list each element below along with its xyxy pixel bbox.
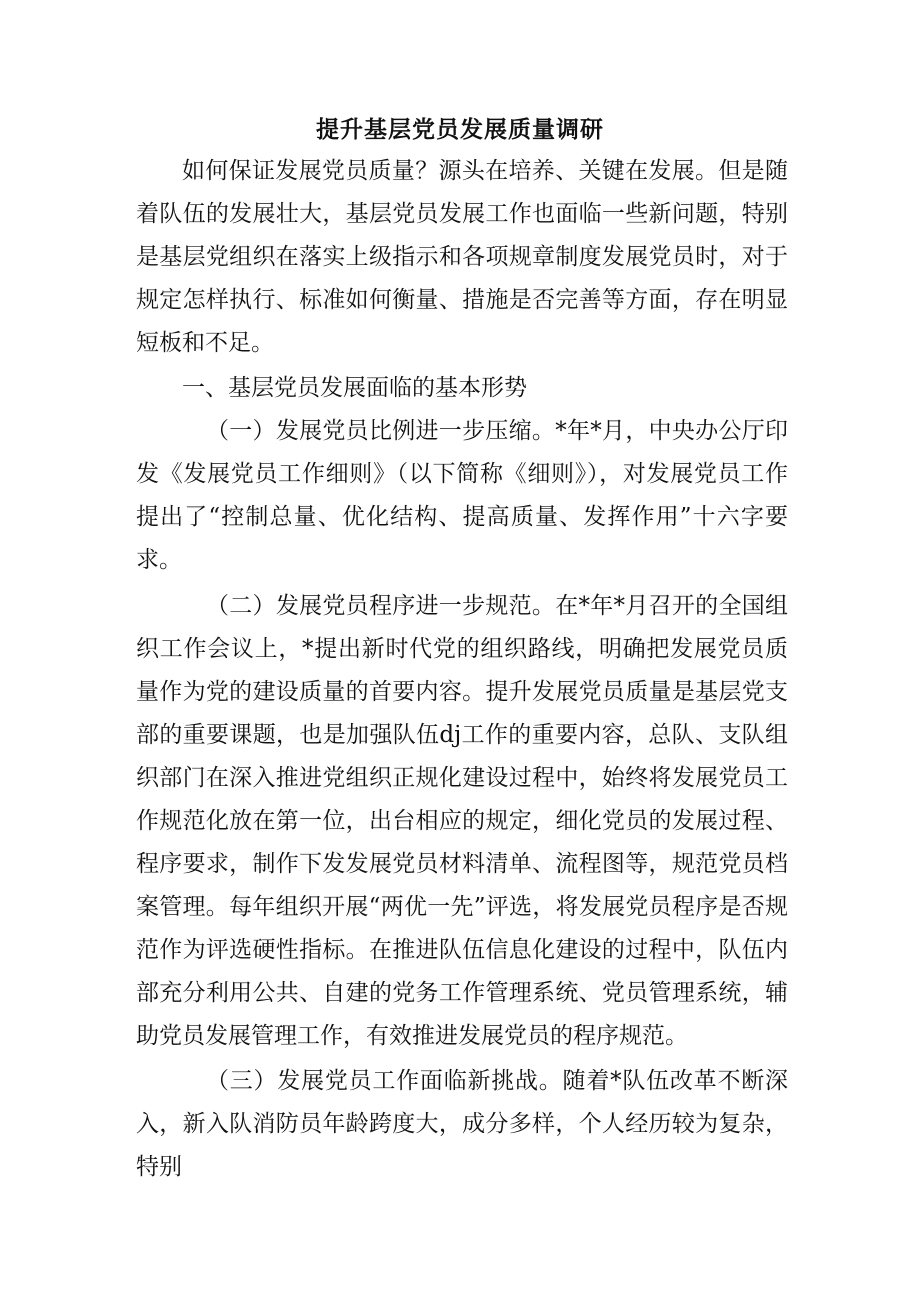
document-title: 提升基层党员发展质量调研 <box>316 116 604 143</box>
paragraph-intro: 如何保证发展党员质量？源头在培养、关键在发展。但是随着队伍的发展壮大，基层党员发展工作也面临一些新问题，特别是基层党组织在落实上级指示和各项规章制度发展党员时，对于规定怎样执行、标准如何衡量、措施是否完善等方面，存在明显短板和不足。 <box>136 158 788 356</box>
paragraph-item-1: （一）发展党员比例进一步压缩。*年*月，中央办公厅印发《发展党员工作细则》（以下简称《细则》），对发展党员工作提出了“控制总量、优化结构、提高质量、发挥作用”十六字要求。 <box>136 418 788 573</box>
paragraph-item-3: （三）发展党员工作面临新挑战。随着*队伍改革不断深入，新入队消防员年龄跨度大，成分多样，个人经历较为复杂，特别 <box>136 1068 788 1180</box>
section-heading-1: 一、基层党员发展面临的基本形势 <box>182 375 527 401</box>
paragraph-item-2: （二）发展党员程序进一步规范。在*年*月召开的全国组织工作会议上，*提出新时代党的组织路线，明确把发展党员质量作为党的建设质量的首要内容。提升发展党员质量是基层党支部的重要课题，也是加强队伍dj工作的重要内容，总队、支队组织部门在深入推进党组织正规化建设过程中，始终将发展党员工作规范化放在第一位，出台相应的规定，细化党员的发展过程、程序要求，制作下发发展党员材料清单、流程图等，规范党员档案管理。每年组织开展“两优一先”评选，将发展党员程序是否规范作为评选硬性指标。在推进队伍信息化建设的过程中，队伍内部充分利用公共、自建的党务工作管理系统、党员管理系统，辅助党员发展管理工作，有效推进发展党员的程序规范。 <box>136 593 788 1049</box>
